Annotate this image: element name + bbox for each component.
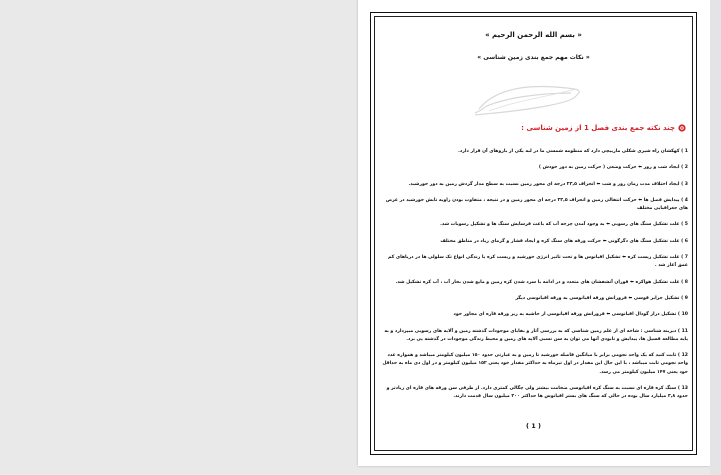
note-item: 3 ) ایجاد اختلاف مدت زمان روز و شب ⬅ انحراف ۲۳,۵ درجه ای محور زمین نسبت به سطح مدار گردش زمین به دور خورشید. (408, 181, 688, 187)
section-heading (379, 124, 686, 132)
page-content (379, 17, 688, 450)
note-item: 2 ) ایجاد شب و روز ⬅ حرکت وضعی ( حرکت زمین به دور خودش ) (538, 165, 688, 171)
note-item: 10 ) تشکیل دراز گودال اقیانوسی ⬅ فرورانش ورقه اقیانوسی از حاشیه به زیر ورقه قاره ای مجاور خود (453, 312, 688, 318)
viewer-scroll-strip[interactable] (710, 0, 721, 475)
notes-list (379, 148, 688, 410)
document-subtitle: « نکات مهم جمع بندی زمین شناسی » (477, 54, 590, 61)
note-item: 8 ) علت تشکیل هواکره ⬅ فوران آتشفشان های متعدد و در ادامه با سرد شدن کره زمین و مایع شدن بخار آب ، آب کره تشکیل شد. (395, 279, 688, 285)
document-page (358, 0, 710, 466)
note-item: 6 ) علت تشکیل سنگ های دگرگونی ⬅ حرکت ورقه های سنگ کره و ایجاد فشار و گرمای زیاد در مناطق مختلف (440, 238, 688, 244)
note-item: 5 ) علت تشکیل سنگ های رسوبی ⬅ به وجود آمدن چرخه آب که باعث فرسایش سنگ ها و تشکیل رسوبات شد. (440, 222, 688, 228)
note-item: 7 ) علت تشکیل زیست کره ⬅ تشکیل اقیانوس ها و تحت تاثیر انرژی خورشید و زیست کره با زندگی انواع تک سلولی ها در دریاهای کم عمق آغاز شد . (388, 255, 688, 269)
note-item: 13 ) سنگ کره قاره ای نسبت به سنگ کره اقیانوسی ضخامت بیشتر ولی چگالی کمتری دارد. از طرفی سن ورقه های قاره ای زیادتر و حدود ۳,۸ میلیارد سال بوده در حالی که سنگ های بستر اقیانوس ها حداکثر ۲۰۰ میلیون سال قدمت دارند. (386, 386, 688, 400)
note-item: 4 ) پیدایش فصل ها ⬅ حرکت انتقالی زمین و انحراف ۲۳,۵ درجه ای محور زمین و در نتیجه ، متفاوت بودن زاویه تابش خورشید در عرض های جغرافیایی مختلف (385, 197, 688, 212)
note-item: 11 ) دیرینه شناسی : شاخه ای از علم زمین شناسی که به بررسی آثار و بقایای موجودات گذشته زمین و آلایه های رسوبی میپردازد و به پایه مطالعه فسیل ها، پیدایش و نابودی آنها می توان به سن نسبی آلایه های زمین و محیط زندگی موجودات در گذشته پی برد. (384, 328, 688, 342)
page-inner-border (374, 16, 693, 451)
note-item: 1 ) کهکشان راه شیری شکلی مارپیچی دارد که منظومه شمسی ما در لبه یکی از بازوهای آن قرار دارد. (458, 149, 688, 154)
viewer-empty-area (0, 0, 358, 475)
flower-bullet-icon (678, 124, 686, 132)
scribble-mark (475, 79, 585, 119)
note-item: 12 ) ثابت کنید که یک واحد نجومی برابر با میانگین فاصله خورشید تا زمین و به عبارتی حدود ۱۵۰ میلیون کیلومتر میباشد و همواره عدد واحد نجومی ثابت میباشد ، با این حال این مقدار در اول تیرماه به حداکثر مقدار خود یعنی ۱۵۲ میلیون کیلومتر و در اول دی ماه به حداقل خود یعنی ۱۴۷ میلیون کیلومتر می رسد. (382, 353, 688, 375)
page-number: ( 1 ) (526, 422, 541, 430)
page-border (370, 12, 697, 455)
bismillah-heading: « بسم الله الرحمن الرحيم » (485, 31, 582, 39)
note-item: 9 ) تشکیل جزایر قوسی ⬅ فرورانش ورقه اقیانوسی به ورقه اقیانوسی دیگر (515, 295, 688, 301)
section-heading-text: چند نکته جمع بندی فصل 1 از زمین شناسی : (521, 124, 675, 132)
